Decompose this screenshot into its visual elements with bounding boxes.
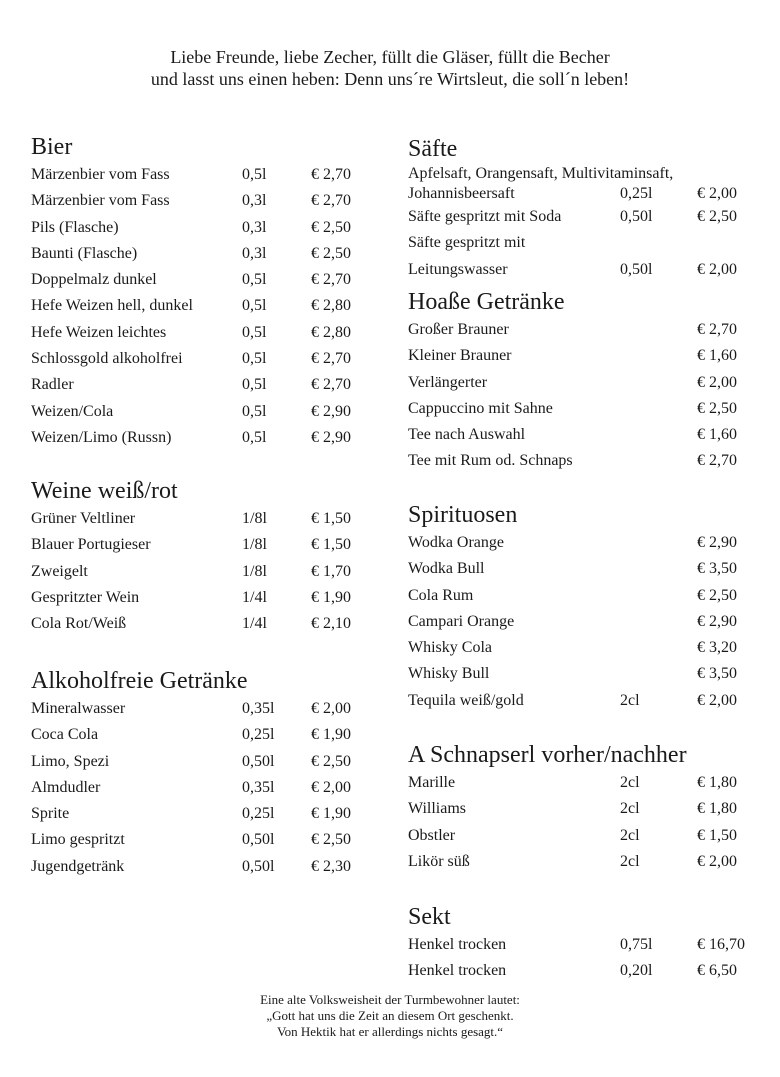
menu-item xyxy=(31,749,376,775)
item-quantity: 0,5l xyxy=(242,323,267,341)
item-quantity: 0,3l xyxy=(242,244,267,262)
menu-item xyxy=(31,559,376,585)
item-name: Cola Rot/Weiß xyxy=(31,615,127,633)
menu-item xyxy=(31,320,376,346)
menu-item xyxy=(31,162,376,188)
section-title: Spirituosen xyxy=(408,502,518,528)
menu-item xyxy=(408,958,763,984)
section-a-schnapserl-vorher-nachher xyxy=(408,740,763,875)
section-title: Sekt xyxy=(408,904,451,930)
item-quantity: 0,3l xyxy=(242,218,267,236)
item-name: Märzenbier vom Fass xyxy=(31,166,170,183)
item-price: € 2,50 xyxy=(697,208,737,225)
item-name: Obstler xyxy=(408,826,456,844)
item-price: € 2,50 xyxy=(311,244,351,262)
menu-item xyxy=(408,204,763,230)
item-name: Campari Orange xyxy=(408,612,515,630)
item-price: € 1,50 xyxy=(697,826,737,844)
menu-item xyxy=(408,609,763,635)
item-quantity: 2cl xyxy=(620,826,640,844)
menu-item xyxy=(408,230,763,256)
item-name: Whisky Bull xyxy=(408,665,490,683)
item-quantity: 0,5l xyxy=(242,166,267,183)
item-quantity: 2cl xyxy=(620,774,640,791)
item-name: Cola Rum xyxy=(408,586,474,604)
item-quantity: 0,35l xyxy=(242,700,275,717)
menu-item xyxy=(31,854,376,880)
item-name: Henkel trocken xyxy=(408,962,507,980)
item-price: € 3,50 xyxy=(697,665,737,683)
menu-item xyxy=(31,346,376,372)
item-quantity: 1/4l xyxy=(242,588,267,606)
item-price: € 2,00 xyxy=(311,700,351,717)
item-quantity: 0,35l xyxy=(242,778,275,796)
menu-item xyxy=(31,241,376,267)
section-title: Alkoholfreie Getränke xyxy=(31,668,248,694)
item-name: Märzenbier vom Fass xyxy=(31,192,170,210)
item-quantity: 0,50l xyxy=(242,752,275,770)
item-price: € 1,80 xyxy=(697,774,737,791)
item-price: € 2,80 xyxy=(311,323,351,341)
item-name: Kleiner Brauner xyxy=(408,347,512,365)
menu-item xyxy=(31,801,376,827)
item-name: Johannisbeersaft xyxy=(408,185,515,202)
item-name: Marille xyxy=(408,774,456,791)
menu-item xyxy=(408,583,763,609)
menu-item xyxy=(31,827,376,853)
item-name: Tee mit Rum od. Schnaps xyxy=(408,452,573,470)
section-spirituosen xyxy=(408,500,763,714)
menu-item xyxy=(31,722,376,748)
item-name: Henkel trocken xyxy=(408,936,507,953)
item-quantity: 1/8l xyxy=(242,510,267,527)
item-price: € 2,50 xyxy=(697,586,737,604)
menu-item xyxy=(31,611,376,637)
menu-item xyxy=(408,849,763,875)
item-price: € 2,50 xyxy=(311,831,351,849)
intro-line-1: Liebe Freunde, liebe Zecher, füllt die Gläser, füllt die Becher xyxy=(170,47,610,67)
menu-item xyxy=(408,932,763,958)
item-quantity: 0,25l xyxy=(242,726,275,744)
item-quantity: 0,75l xyxy=(620,936,653,953)
item-name: Whisky Cola xyxy=(408,639,492,657)
menu-item xyxy=(31,293,376,319)
item-name: Williams xyxy=(408,800,467,818)
menu-item xyxy=(408,556,763,582)
item-name: Säfte gespritzt mit xyxy=(408,234,526,252)
item-price: € 3,50 xyxy=(697,560,737,578)
item-quantity: 0,50l xyxy=(242,857,275,875)
item-price: € 1,50 xyxy=(311,510,351,527)
item-price: € 2,70 xyxy=(311,376,351,394)
item-name: Doppelmalz dunkel xyxy=(31,271,157,289)
item-price: € 2,90 xyxy=(697,534,737,551)
item-name: Coca Cola xyxy=(31,726,99,744)
item-price: € 1,90 xyxy=(311,805,351,823)
item-name: Säfte gespritzt mit Soda xyxy=(408,208,562,225)
item-quantity: 0,20l xyxy=(620,962,653,980)
item-price: € 2,00 xyxy=(697,260,737,278)
item-name: Verlängerter xyxy=(408,373,488,391)
item-quantity: 0,25l xyxy=(242,805,275,823)
item-quantity: 0,5l xyxy=(242,402,267,420)
item-name: Wodka Orange xyxy=(408,534,505,551)
menu-item xyxy=(31,775,376,801)
menu-item xyxy=(31,215,376,241)
item-price: € 2,30 xyxy=(311,857,351,875)
item-price: € 2,50 xyxy=(311,752,351,770)
section-title: Hoaße Getränke xyxy=(408,289,565,315)
menu-item xyxy=(408,343,763,369)
menu-item xyxy=(408,370,763,396)
item-price: € 2,80 xyxy=(311,297,351,315)
item-quantity: 0,50l xyxy=(242,831,275,849)
item-name: Likör süß xyxy=(408,852,470,870)
item-name: Großer Brauner xyxy=(408,321,509,338)
item-price: € 2,70 xyxy=(311,271,351,289)
item-name: Pils (Flasche) xyxy=(31,218,119,236)
menu-item xyxy=(408,635,763,661)
menu-item xyxy=(31,188,376,214)
item-price: € 1,60 xyxy=(697,347,737,365)
item-price: € 2,10 xyxy=(311,615,351,633)
menu-item xyxy=(408,796,763,822)
section-title: A Schnapserl vorher/nachher xyxy=(408,742,687,768)
item-name: Weizen/Limo (Russn) xyxy=(31,428,172,446)
menu-item xyxy=(408,184,763,204)
item-name: Sprite xyxy=(31,805,70,823)
item-quantity: 0,5l xyxy=(242,428,267,446)
item-name: Wodka Bull xyxy=(408,560,485,578)
item-price: € 16,70 xyxy=(697,936,745,953)
menu-item xyxy=(408,823,763,849)
item-quantity: 1/8l xyxy=(242,536,267,554)
item-price: € 2,90 xyxy=(697,612,737,630)
item-name: Almdudler xyxy=(31,778,101,796)
section-sekt xyxy=(408,902,763,985)
menu-item xyxy=(408,530,763,556)
section-weine-wei-rot xyxy=(31,476,376,637)
item-name: Tequila weiß/gold xyxy=(408,691,524,709)
item-quantity: 2cl xyxy=(620,691,640,709)
item-price: € 6,50 xyxy=(697,962,737,980)
item-name: Apfelsaft, Orangensaft, Multivitaminsaft, xyxy=(408,165,674,182)
menu-item xyxy=(408,770,763,796)
item-price: € 1,80 xyxy=(697,800,737,818)
item-name: Cappuccino mit Sahne xyxy=(408,399,553,417)
item-name: Zweigelt xyxy=(31,562,88,580)
item-price: € 2,70 xyxy=(697,321,737,338)
item-name: Hefe Weizen hell, dunkel xyxy=(31,297,193,315)
menu-item xyxy=(31,532,376,558)
item-quantity: 2cl xyxy=(620,852,640,870)
item-name: Leitungswasser xyxy=(408,260,508,278)
item-quantity: 0,25l xyxy=(620,185,653,202)
item-name: Tee nach Auswahl xyxy=(408,426,526,444)
item-quantity: 0,3l xyxy=(242,192,267,210)
item-price: € 2,00 xyxy=(697,373,737,391)
menu-item xyxy=(31,696,376,722)
menu-item xyxy=(408,257,763,283)
item-quantity: 0,50l xyxy=(620,208,653,225)
section-bier xyxy=(31,132,376,451)
item-name: Weizen/Cola xyxy=(31,402,114,420)
menu-item xyxy=(31,425,376,451)
item-name: Gespritzter Wein xyxy=(31,588,140,606)
footer-quote xyxy=(0,992,780,1040)
item-quantity: 1/8l xyxy=(242,562,267,580)
menu-item xyxy=(408,422,763,448)
item-price: € 2,70 xyxy=(697,452,737,470)
item-name: Blauer Portugieser xyxy=(31,536,151,554)
item-name: Limo gespritzt xyxy=(31,831,125,849)
item-name: Limo, Spezi xyxy=(31,752,110,770)
item-quantity: 0,5l xyxy=(242,376,267,394)
item-price: € 3,20 xyxy=(697,639,737,657)
menu-item xyxy=(31,399,376,425)
menu-item xyxy=(408,448,763,474)
footer-line-3: Von Hektik hat er allerdings nichts gesagt.“ xyxy=(276,1024,504,1039)
menu-item xyxy=(31,372,376,398)
item-name: Schlossgold alkoholfrei xyxy=(31,350,183,368)
item-quantity: 0,50l xyxy=(620,260,653,278)
item-quantity: 0,5l xyxy=(242,297,267,315)
menu-item xyxy=(408,317,763,343)
item-price: € 2,00 xyxy=(697,691,737,709)
intro-verse xyxy=(0,46,780,90)
item-quantity: 0,5l xyxy=(242,271,267,289)
item-name: Baunti (Flasche) xyxy=(31,244,138,262)
footer-line-2: „Gott hat uns die Zeit an diesem Ort geschenkt. xyxy=(266,1008,514,1023)
item-price: € 2,70 xyxy=(311,350,351,368)
section-sa-fte xyxy=(408,134,763,283)
section-hoa-e-getra-nke xyxy=(408,287,763,475)
intro-line-2: und lasst uns einen heben: Denn uns´re Wirtsleut, die soll´n leben! xyxy=(150,69,630,89)
item-price: € 1,70 xyxy=(311,562,351,580)
item-name: Jugendgetränk xyxy=(31,857,125,875)
item-price: € 2,00 xyxy=(697,852,737,870)
item-price: € 1,90 xyxy=(311,726,351,744)
item-price: € 1,60 xyxy=(697,426,737,444)
menu-item xyxy=(408,688,763,714)
section-title: Weine weiß/rot xyxy=(31,478,178,504)
item-name: Hefe Weizen leichtes xyxy=(31,323,167,341)
menu-item xyxy=(31,506,376,532)
item-name: Radler xyxy=(31,376,74,394)
footer-line-1: Eine alte Volksweisheit der Turmbewohner lautet: xyxy=(260,992,520,1007)
section-title: Bier xyxy=(31,134,73,160)
item-name: Grüner Veltliner xyxy=(31,510,136,527)
item-price: € 2,90 xyxy=(311,402,351,420)
item-price: € 2,50 xyxy=(311,218,351,236)
item-price: € 2,50 xyxy=(697,399,737,417)
section-alkoholfreie-getra-nke xyxy=(31,666,376,880)
item-price: € 1,90 xyxy=(311,588,351,606)
item-name: Mineralwasser xyxy=(31,700,126,717)
item-quantity: 1/4l xyxy=(242,615,267,633)
item-price: € 2,70 xyxy=(311,166,351,183)
item-price: € 2,90 xyxy=(311,428,351,446)
menu-item xyxy=(408,661,763,687)
item-price: € 2,00 xyxy=(311,778,351,796)
menu-item xyxy=(31,585,376,611)
section-title: Säfte xyxy=(408,136,458,162)
item-quantity: 0,5l xyxy=(242,350,267,368)
item-price: € 2,70 xyxy=(311,192,351,210)
item-quantity: 2cl xyxy=(620,800,640,818)
menu-item xyxy=(31,267,376,293)
item-price: € 1,50 xyxy=(311,536,351,554)
menu-item xyxy=(408,396,763,422)
menu-item xyxy=(408,164,763,184)
item-price: € 2,00 xyxy=(697,185,737,202)
